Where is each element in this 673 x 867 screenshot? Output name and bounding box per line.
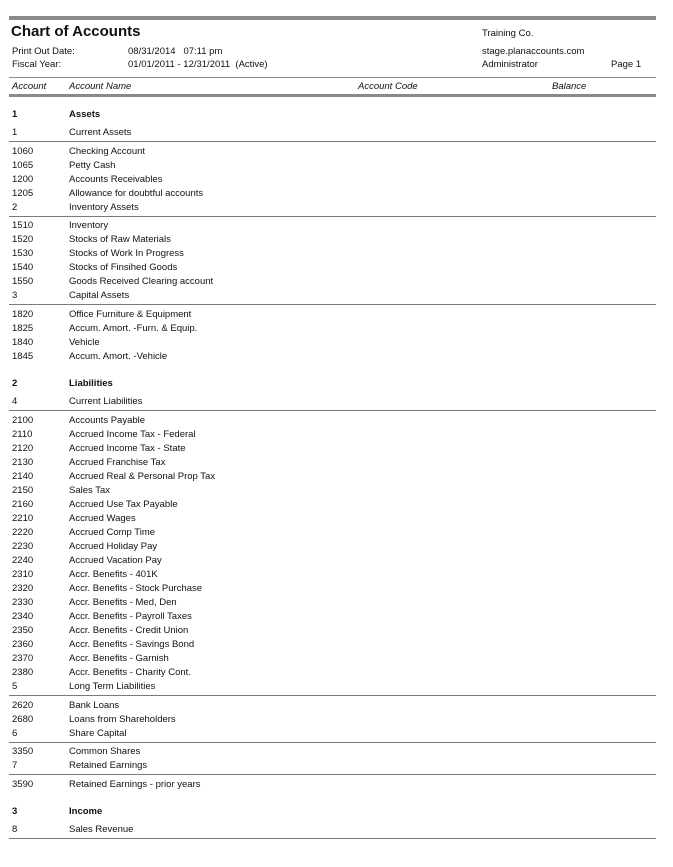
account-number: 5 xyxy=(12,680,18,692)
account-name: Accr. Benefits - Savings Bond xyxy=(69,638,195,650)
account-name: Accr. Benefits - Stock Purchase xyxy=(69,582,203,594)
account-name: Accrued Income Tax - State xyxy=(69,442,186,454)
account-name: Accr. Benefits - Credit Union xyxy=(69,624,189,636)
section-divider xyxy=(9,304,656,305)
account-row xyxy=(0,308,673,321)
account-name: Sales Revenue xyxy=(69,824,134,835)
account-name: Goods Received Clearing account xyxy=(69,276,214,288)
account-name: Assets xyxy=(69,109,101,120)
account-row xyxy=(0,414,673,427)
column-account-code: Account Code xyxy=(358,81,418,92)
section-divider xyxy=(9,774,656,775)
account-row xyxy=(0,596,673,609)
account-row xyxy=(0,713,673,726)
section-divider xyxy=(9,742,656,743)
account-row xyxy=(0,275,673,288)
account-row xyxy=(0,652,673,665)
account-number: 1820 xyxy=(12,309,34,321)
account-name: Accr. Benefits - Charity Cont. xyxy=(69,666,191,678)
page-number: Page 1 xyxy=(611,59,642,70)
account-row xyxy=(0,512,673,525)
account-number: 2210 xyxy=(12,512,34,524)
account-row xyxy=(0,554,673,567)
account-row xyxy=(0,350,673,363)
account-number: 8 xyxy=(12,824,18,835)
account-number: 3 xyxy=(12,806,18,818)
account-name: Accrued Holiday Pay xyxy=(69,540,158,552)
account-name: Allowance for doubtful accounts xyxy=(69,187,204,199)
user-name: Administrator xyxy=(482,59,538,70)
account-row xyxy=(0,778,673,791)
account-row xyxy=(0,456,673,469)
account-name: Accounts Payable xyxy=(69,414,146,426)
site-name: stage.planaccounts.com xyxy=(482,46,585,57)
account-name: Stocks of Raw Materials xyxy=(69,234,171,246)
section-row xyxy=(0,395,673,408)
account-row xyxy=(0,540,673,553)
account-number: 2330 xyxy=(12,596,34,608)
company-name: Training Co. xyxy=(482,28,534,39)
account-number: 2140 xyxy=(12,470,34,482)
account-name: Income xyxy=(69,806,103,818)
section-divider xyxy=(9,695,656,696)
column-balance: Balance xyxy=(552,81,587,92)
account-name: Current Assets xyxy=(69,126,132,138)
account-number: 2 xyxy=(12,201,18,213)
account-number: 1520 xyxy=(12,234,34,246)
account-name: Retained Earnings - prior years xyxy=(69,779,201,791)
account-number: 2150 xyxy=(12,484,34,496)
account-number: 1825 xyxy=(12,323,34,335)
account-number: 1845 xyxy=(12,351,34,363)
section-row xyxy=(0,727,673,740)
account-name: Accrued Real & Personal Prop Tax xyxy=(69,470,216,482)
section-row xyxy=(0,680,673,693)
account-row xyxy=(0,322,673,335)
account-number: 1 xyxy=(12,126,18,138)
account-name: Liabilities xyxy=(69,378,113,390)
account-name: Stocks of Work In Progress xyxy=(69,248,184,260)
account-number: 2310 xyxy=(12,568,34,580)
account-row xyxy=(0,159,673,172)
account-name: Retained Earnings xyxy=(69,760,148,772)
account-row xyxy=(0,526,673,539)
account-name: Accrued Comp Time xyxy=(69,526,156,538)
account-name: Share Capital xyxy=(69,727,127,739)
account-name: Accr. Benefits - Med, Den xyxy=(69,596,177,608)
group-row xyxy=(0,805,673,818)
fiscal-year-label: Fiscal Year: xyxy=(12,59,62,70)
account-number: 2350 xyxy=(12,624,34,636)
account-number: 2220 xyxy=(12,526,34,538)
account-row xyxy=(0,145,673,158)
account-row xyxy=(0,582,673,595)
fiscal-year-value: 01/01/2011 - 12/31/2011 (Active) xyxy=(128,59,268,70)
account-name: Capital Assets xyxy=(69,290,130,302)
account-name: Inventory xyxy=(69,220,109,232)
account-row xyxy=(0,173,673,186)
account-row xyxy=(0,336,673,349)
account-name: Current Liabilities xyxy=(69,396,143,407)
group-row xyxy=(0,377,673,390)
account-row xyxy=(0,442,673,455)
account-name: Accrued Use Tax Payable xyxy=(69,498,178,510)
column-account-name: Account Name xyxy=(69,81,132,92)
print-date-label: Print Out Date: xyxy=(12,46,75,57)
account-number: 1840 xyxy=(12,337,34,349)
section-divider xyxy=(9,216,656,217)
account-number: 1060 xyxy=(12,145,34,157)
account-row xyxy=(0,568,673,581)
account-name: Accrued Wages xyxy=(69,512,136,524)
account-number: 2240 xyxy=(12,554,34,566)
account-name: Common Shares xyxy=(69,746,141,758)
account-name: Accum. Amort. -Furn. & Equip. xyxy=(69,323,198,335)
account-number: 2370 xyxy=(12,652,34,664)
account-number: 2100 xyxy=(12,414,34,426)
top-rule xyxy=(9,16,656,20)
account-number: 2120 xyxy=(12,442,34,454)
account-row xyxy=(0,484,673,497)
account-number: 1065 xyxy=(12,159,34,171)
account-number: 1540 xyxy=(12,262,34,274)
account-number: 1510 xyxy=(12,220,34,232)
account-number: 2160 xyxy=(12,498,34,510)
print-date-value: 08/31/2014 07:11 pm xyxy=(128,46,223,57)
account-row xyxy=(0,610,673,623)
account-name: Accounts Receivables xyxy=(69,173,163,185)
account-row xyxy=(0,638,673,651)
report-title: Chart of Accounts xyxy=(11,23,141,40)
account-number: 7 xyxy=(12,760,18,772)
account-name: Office Furniture & Equipment xyxy=(69,309,192,321)
section-divider xyxy=(9,410,656,411)
account-number: 3590 xyxy=(12,779,34,791)
account-number: 2620 xyxy=(12,699,34,711)
account-row xyxy=(0,428,673,441)
account-number: 4 xyxy=(12,396,18,407)
account-name: Accr. Benefits - 401K xyxy=(69,568,158,580)
account-number: 2320 xyxy=(12,582,34,594)
account-number: 3 xyxy=(12,290,18,302)
section-row xyxy=(0,126,673,139)
account-number: 2340 xyxy=(12,610,34,622)
header-rule-bottom xyxy=(9,94,656,97)
account-number: 6 xyxy=(12,727,18,739)
account-name: Petty Cash xyxy=(69,159,116,171)
account-number: 1530 xyxy=(12,248,34,260)
account-number: 2130 xyxy=(12,456,34,468)
account-number: 1550 xyxy=(12,276,34,288)
account-row xyxy=(0,745,673,758)
account-row xyxy=(0,498,673,511)
account-name: Accum. Amort. -Vehicle xyxy=(69,351,168,363)
account-name: Accr. Benefits - Garnish xyxy=(69,652,169,664)
account-row xyxy=(0,233,673,246)
account-number: 2380 xyxy=(12,666,34,678)
account-number: 1200 xyxy=(12,173,34,185)
group-row xyxy=(0,108,673,121)
account-number: 2110 xyxy=(12,428,33,440)
account-number: 2360 xyxy=(12,638,34,650)
account-number: 2 xyxy=(12,378,18,390)
account-row xyxy=(0,219,673,232)
account-name: Accrued Vacation Pay xyxy=(69,554,162,566)
account-name: Accrued Income Tax - Federal xyxy=(69,428,196,440)
account-name: Long Term Liabilities xyxy=(69,680,156,692)
account-row xyxy=(0,187,673,200)
account-number: 2680 xyxy=(12,713,34,725)
section-divider xyxy=(9,838,656,839)
account-name: Accrued Franchise Tax xyxy=(69,456,166,468)
account-row xyxy=(0,470,673,483)
account-name: Sales Tax xyxy=(69,484,111,496)
account-name: Accr. Benefits - Payroll Taxes xyxy=(69,610,192,622)
section-row xyxy=(0,289,673,302)
account-number: 1 xyxy=(12,109,18,120)
section-row xyxy=(0,823,673,836)
section-row xyxy=(0,201,673,214)
account-row xyxy=(0,261,673,274)
account-name: Bank Loans xyxy=(69,699,120,711)
account-number: 2230 xyxy=(12,540,34,552)
account-row xyxy=(0,666,673,679)
account-row xyxy=(0,699,673,712)
account-name: Vehicle xyxy=(69,337,100,349)
account-name: Stocks of Finsihed Goods xyxy=(69,262,178,274)
account-row xyxy=(0,624,673,637)
account-row xyxy=(0,247,673,260)
account-name: Inventory Assets xyxy=(69,201,139,213)
header-rule-top xyxy=(9,77,656,78)
account-name: Loans from Shareholders xyxy=(69,713,176,725)
column-account: Account xyxy=(12,81,47,92)
account-number: 3350 xyxy=(12,746,34,758)
section-row xyxy=(0,759,673,772)
account-name: Checking Account xyxy=(69,145,146,157)
account-number: 1205 xyxy=(12,187,34,199)
section-divider xyxy=(9,141,656,142)
